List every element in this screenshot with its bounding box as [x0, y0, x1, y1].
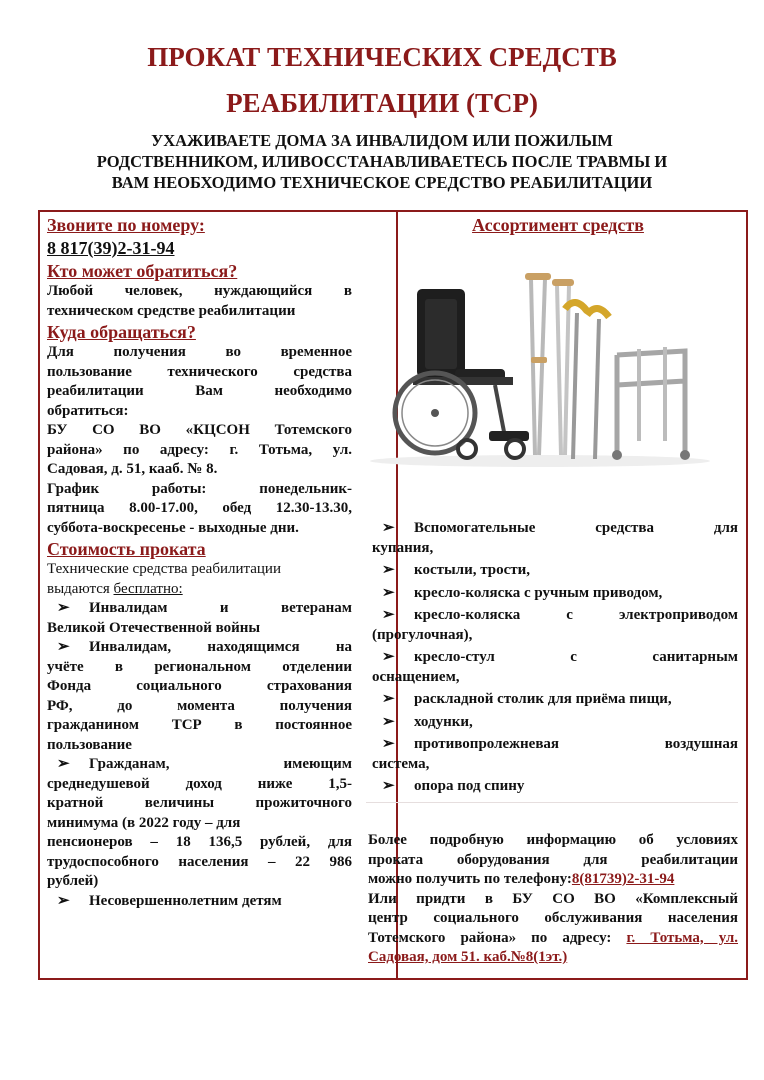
list-item-cont: система,	[372, 755, 430, 772]
assortment-heading: Ассортимент средств	[472, 215, 644, 235]
list-item: ➢ Инвалидам и ветеранам	[47, 599, 352, 619]
list-item: ➢ Гражданам, имеющим	[47, 755, 352, 775]
list-item-cont: минимума (в 2022 году – для	[47, 814, 241, 831]
title-line-2: РЕАБИЛИТАЦИИ (ТСР)	[226, 88, 538, 118]
list-item-cont: гражданином ТСР в постоянное	[47, 717, 352, 733]
info-line: можно получить по телефону:8(81739)2-31-94	[368, 871, 675, 887]
info-line: Более подробную информацию об условиях	[368, 832, 738, 848]
list-item: ➢ Инвалидам, находящимся на	[47, 638, 352, 658]
info-line: Или придти в БУ СО ВО «Комплексный	[368, 890, 738, 907]
list-item-cont: учёте в региональном отделении	[47, 658, 352, 675]
crutches-icon	[525, 273, 574, 455]
where-text-line: График работы: понедельник-	[47, 480, 352, 497]
list-item-cont: Великой Отечественной войны	[47, 619, 261, 636]
list-item-cont: Фонда социального страхования	[47, 678, 352, 694]
where-text-line: Для получения во временное	[47, 344, 352, 360]
arrow-bullet-icon: ➢	[382, 584, 395, 601]
separator-line	[366, 802, 738, 803]
walker-icon	[612, 347, 690, 460]
list-item-cont: рублей)	[47, 873, 99, 889]
arrow-bullet-icon: ➢	[382, 649, 395, 665]
cost-intro-line	[47, 580, 352, 600]
subtitle-line-3: ВАМ НЕОБХОДИМО ТЕХНИЧЕСКОЕ СРЕДСТВО РЕАБИЛИТАЦИИ	[111, 173, 653, 192]
cost-intro-line: Технические средства реабилитации	[47, 561, 281, 577]
list-item: ➢ костыли, трости,	[372, 561, 738, 581]
subtitle-line-2: РОДСТВЕННИКОМ, ИЛИВОССТАНАВЛИВАЕТЕСЬ ПОСЛЕ ТРАВМЫ И	[96, 152, 668, 171]
where-text-line: суббота-воскресенье - выходные дни.	[47, 519, 299, 536]
list-item-cont: пользование	[47, 736, 132, 753]
beneficiary-list	[47, 599, 352, 911]
list-item: ➢ противопролежневая воздушная	[372, 735, 738, 755]
contact-info	[368, 831, 738, 968]
rehab-equipment-illustration	[355, 265, 725, 470]
address-link-cont[interactable]: Садовая, дом 51. каб.№8(1эт.)	[368, 949, 568, 965]
who-text-line: Любой человек, нуждающийся в	[47, 283, 352, 299]
arrow-bullet-icon: ➢	[57, 892, 70, 909]
free-label: бесплатно:	[113, 580, 183, 597]
where-text-line: БУ СО ВО «КЦСОН Тотемского	[47, 422, 352, 438]
subtitle	[40, 130, 724, 193]
cost-heading: Стоимость проката	[47, 539, 206, 559]
arrow-bullet-icon: ➢	[57, 756, 70, 772]
list-item: ➢ кресло-стул с санитарным	[372, 648, 738, 668]
arrow-bullet-icon: ➢	[382, 562, 395, 578]
where-text-line: пользование технического средства	[47, 363, 352, 380]
arrow-bullet-icon: ➢	[382, 778, 395, 794]
where-heading: Куда обращаться?	[47, 322, 196, 342]
call-heading: Звоните по номеру:	[47, 215, 205, 235]
address-link[interactable]: г. Тотьма, ул.	[626, 929, 739, 946]
left-column	[47, 214, 352, 911]
list-item-cont: кратной величины прожиточного	[47, 795, 352, 811]
arrow-bullet-icon: ➢	[57, 639, 70, 655]
list-item: ➢ Несовершеннолетним детям	[47, 892, 352, 912]
cost-intro-text: выдаются	[47, 580, 114, 597]
where-text-line: района» по адресу: г. Тотьма, ул.	[47, 441, 352, 458]
arrow-bullet-icon: ➢	[382, 691, 395, 707]
who-heading: Кто может обратиться?	[47, 261, 238, 281]
list-item: ➢ Вспомогательные средства для	[372, 519, 738, 539]
list-item-cont: (прогулочная),	[372, 626, 473, 643]
wheelchair-icon	[395, 289, 529, 458]
where-text-line: пятница 8.00-17.00, обед 12.30-13.30,	[47, 500, 352, 516]
list-item-cont: купания,	[372, 539, 434, 556]
list-item: ➢ раскладной столик для приёма пищи,	[372, 690, 738, 710]
info-phone[interactable]: 8(81739)2-31-94	[571, 871, 675, 887]
info-line: проката оборудования для реабилитации	[368, 851, 738, 868]
subtitle-line-1: УХАЖИВАЕТЕ ДОМА ЗА ИНВАЛИДОМ ИЛИ ПОЖИЛЫМ	[151, 131, 613, 150]
assortment-list	[372, 519, 738, 797]
where-text-line: обратиться:	[47, 402, 129, 419]
arrow-bullet-icon: ➢	[382, 520, 395, 536]
canes-icon	[565, 302, 609, 459]
title-line-1: ПРОКАТ ТЕХНИЧЕСКИХ СРЕДСТВ	[147, 42, 617, 72]
who-text-line: техническом средстве реабилитации	[47, 302, 296, 319]
list-item-cont: пенсионеров – 18 136,5 рублей, для	[47, 834, 352, 850]
list-item-cont: трудоспособного населения – 22 986	[47, 853, 352, 870]
list-item-cont: РФ, до момента получения	[47, 697, 352, 714]
arrow-bullet-icon: ➢	[382, 713, 395, 730]
arrow-bullet-icon: ➢	[382, 736, 395, 752]
info-line: центр социального обслуживания населения	[368, 910, 738, 926]
arrow-bullet-icon: ➢	[382, 607, 395, 623]
list-item: ➢ кресло-коляска с электроприводом	[372, 606, 738, 626]
list-item-cont: среднедушевой доход ниже 1,5-	[47, 775, 352, 792]
list-item-cont: оснащением,	[372, 668, 460, 685]
list-item: ➢ кресло-коляска с ручным приводом,	[372, 584, 738, 604]
right-column	[373, 212, 743, 236]
phone-number[interactable]: 8 817(39)2-31-94	[47, 238, 175, 258]
list-item: ➢ ходунки,	[372, 713, 738, 733]
info-line: Тотемского района» по адресу: г. Тотьма, ул.	[368, 929, 739, 946]
where-text-line: Садовая, д. 51, кааб. № 8.	[47, 461, 218, 477]
arrow-bullet-icon: ➢	[57, 600, 70, 616]
list-item: ➢ опора под спину	[372, 777, 738, 797]
where-text-line: реабилитации Вам необходимо	[47, 383, 352, 399]
